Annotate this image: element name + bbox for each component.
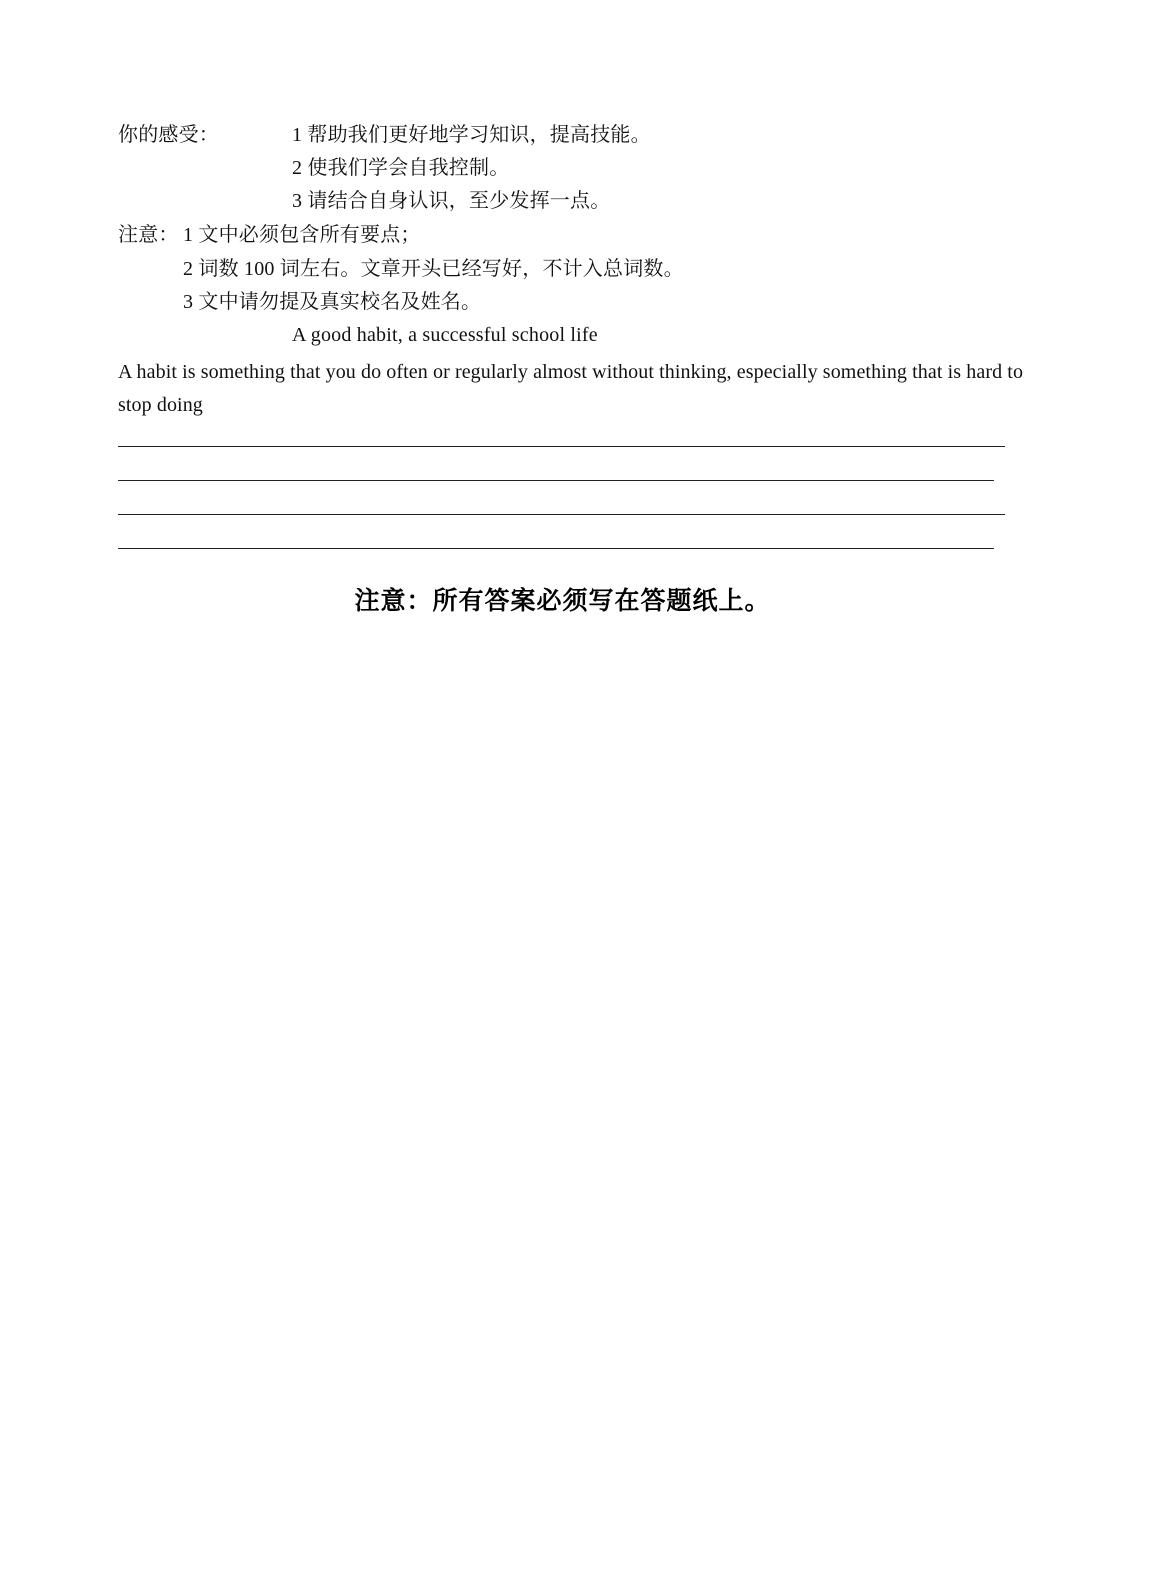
notes-item-2: 2 词数 100 词左右。文章开头已经写好，不计入总词数。: [183, 258, 684, 280]
answer-line: [118, 548, 994, 549]
feelings-item-1: 1 帮助我们更好地学习知识，提高技能。: [292, 124, 651, 146]
notes-item-3: 3 文中请勿提及真实校名及姓名。: [183, 291, 482, 313]
answer-line: [118, 480, 994, 481]
feelings-label: 你的感受：: [118, 124, 219, 146]
answer-line: [118, 514, 1005, 515]
feelings-item-3: 3 请结合自身认识，至少发挥一点。: [292, 190, 611, 212]
answer-line: [118, 446, 1005, 447]
answer-sheet-notice: 注意：所有答案必须写在答题纸上。: [354, 586, 771, 615]
notes-item-1: 1 文中必须包含所有要点；: [183, 224, 421, 246]
notes-label: 注意：: [118, 224, 179, 246]
essay-opening: A habit is something that you do often or regularly almost without thinking, especially something that is hard to stop doing: [118, 361, 1024, 416]
feelings-item-2: 2 使我们学会自我控制。: [292, 157, 510, 179]
essay-title: A good habit, a successful school life: [292, 324, 598, 346]
